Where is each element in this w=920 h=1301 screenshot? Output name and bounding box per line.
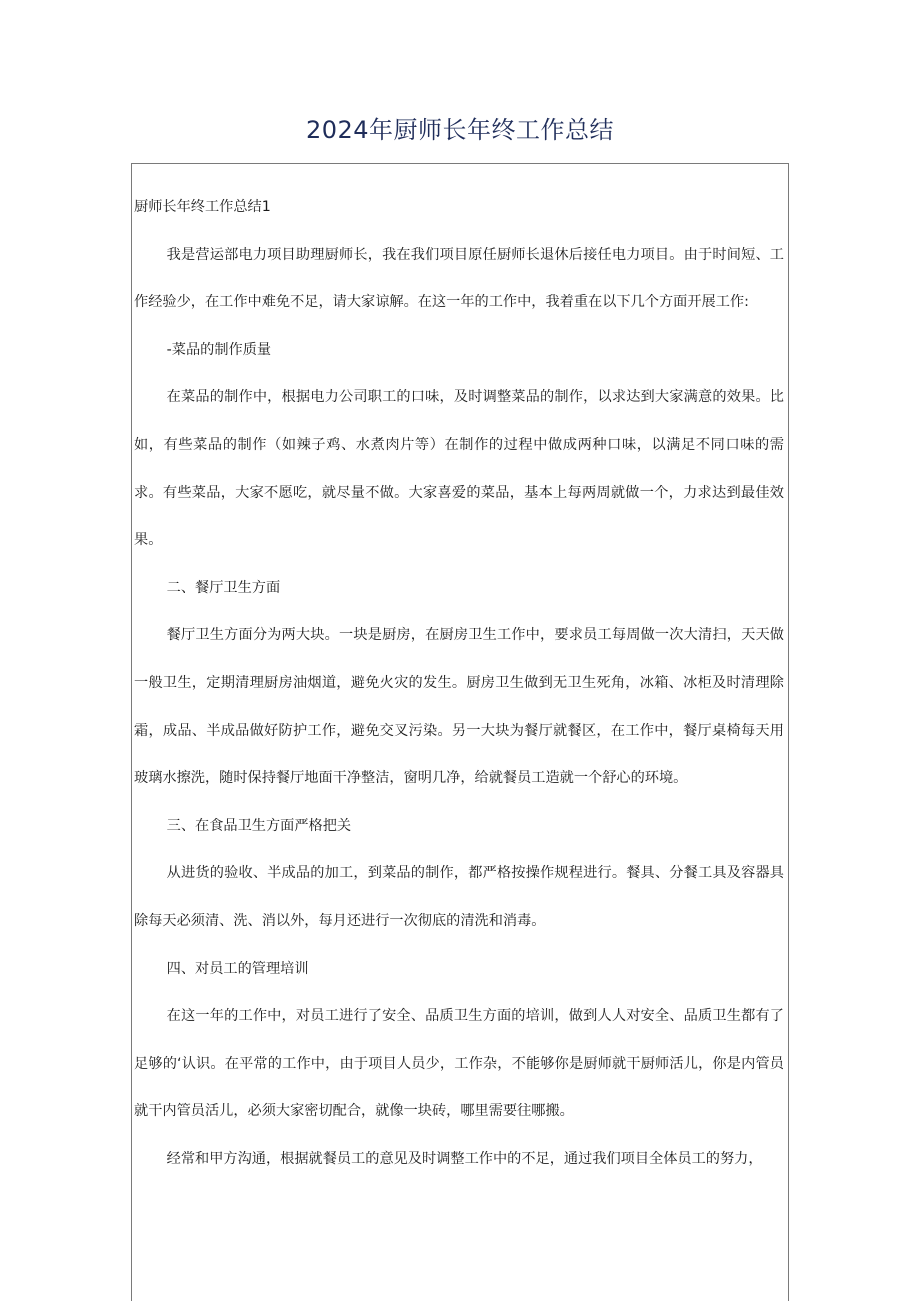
heading-restaurant-hygiene: 二、餐厅卫生方面 (166, 579, 281, 596)
heading-dish-quality: -菜品的制作质量 (166, 341, 272, 358)
section-heading-1: 厨师长年终工作总结1 (134, 199, 271, 215)
paragraph-intro: 我是营运部电力项目助理厨师长，我在我们项目原任厨师长退休后接任电力项目。由于时间短、工作经验少，在工作中难免不足，请大家谅解。在这一年的工作中，我着重在以下几个方面开展工作: (134, 246, 784, 311)
heading-food-safety: 三、在食品卫生方面严格把关 (166, 817, 352, 834)
paragraph-dish-quality: 在菜品的制作中，根据电力公司职工的口味，及时调整菜品的制作，以求达到大家满意的效果。比如，有些菜品的制作（如辣子鸡、水煮肉片等）在制作的过程中做成两种口味，以满足不同口味的需求。有些菜品，大家不愿吃，就尽量不做。大家喜爱的菜品，基本上每两周就做一个，力求达到最佳效果。 (134, 389, 784, 549)
paragraph-restaurant-hygiene: 餐厅卫生方面分为两大块。一块是厨房，在厨房卫生工作中，要求员工每周做一次大清扫，天天做一般卫生，定期清理厨房油烟道，避免火灾的发生。厨房卫生做到无卫生死角，冰箱、冰柜及时清理除霜，成品、半成品做好防护工作，避免交叉污染。另一大块为餐厅就餐区，在工作中，餐厅桌椅每天用玻璃水擦洗，随时保持餐厅地面干净整洁，窗明几净，给就餐员工造就一个舒心的环境。 (134, 627, 784, 787)
document-body (134, 184, 784, 1183)
paragraph-communication: 经常和甲方沟通，根据就餐员工的意见及时调整工作中的不足，通过我们项目全体员工的努力， (166, 1150, 763, 1167)
paragraph-staff-training: 在这一年的工作中，对员工进行了安全、品质卫生方面的培训，做到人人对安全、品质卫生都有了足够的‘认识。在平常的工作中，由于项目人员少，工作杂，不能够你是厨师就干厨师活儿，你是内管员就干内管员活儿，必须大家密切配合，就像一块砖，哪里需要往哪搬。 (134, 1008, 784, 1120)
heading-staff-training: 四、对员工的管理培训 (166, 960, 309, 977)
document-title: 2024年厨师长年终工作总结 (305, 116, 615, 144)
paragraph-food-safety: 从进货的验收、半成品的加工，到菜品的制作，都严格按操作规程进行。餐具、分餐工具及容器具除每天必须清、洗、消以外，每月还进行一次彻底的清洗和消毒。 (134, 865, 784, 929)
content-frame (131, 163, 789, 1301)
